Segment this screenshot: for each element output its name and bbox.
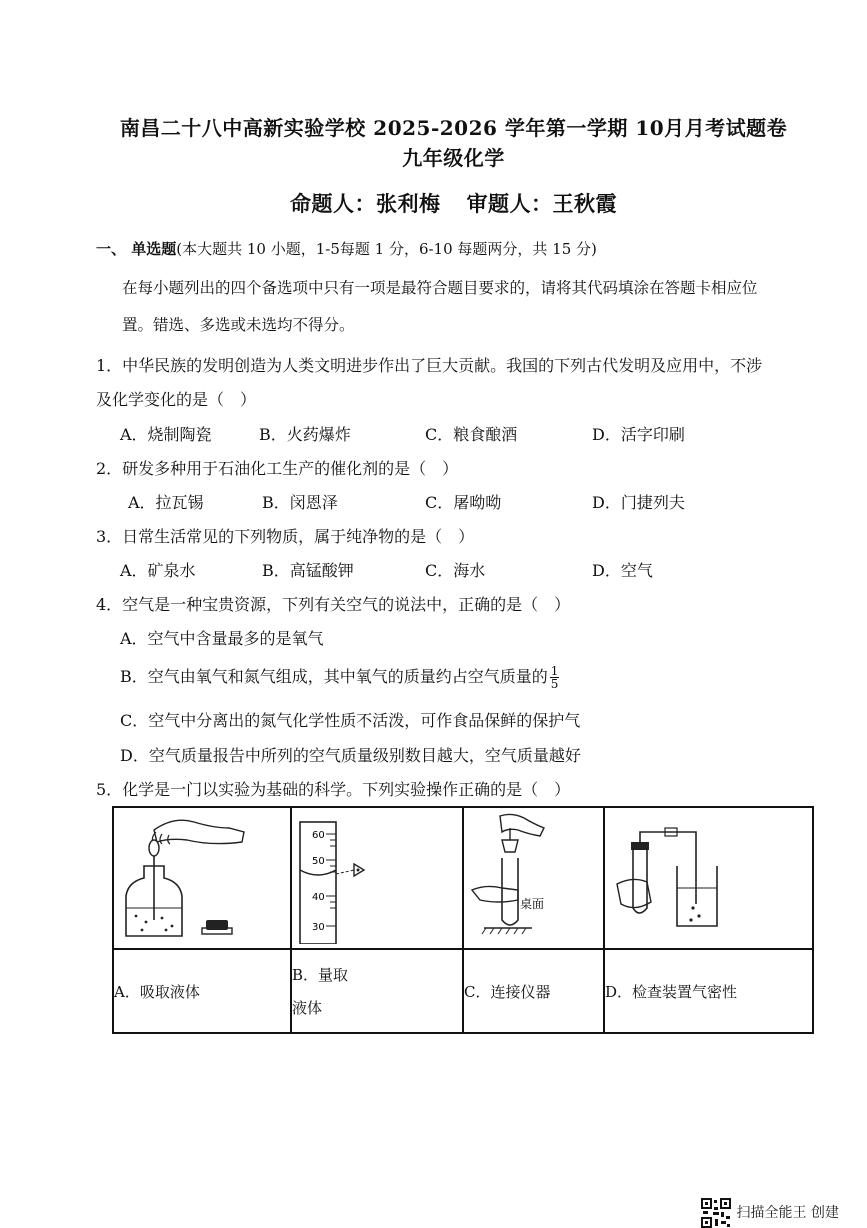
tick-label-50: 50	[312, 856, 325, 867]
q4-option-b-text: B．空气由氧气和氮气组成，其中氧气的质量约占空气质量的	[120, 667, 548, 686]
exam-authors	[0, 188, 867, 218]
tick-label-60: 60	[312, 830, 325, 841]
q1-option-a[interactable]: A．烧制陶瓷	[120, 425, 212, 444]
q4-option-c[interactable]: C．空气中分离出的氮气化学性质不活泼，可作食品保鲜的保护气	[120, 711, 581, 730]
option-b-caption[interactable]	[291, 949, 463, 1033]
option-b-caption-line2: 液体	[292, 999, 323, 1017]
q4-option-a[interactable]: A．空气中含量最多的是氧气	[120, 629, 324, 648]
question-3-stem: 3．日常生活常见的下列物质，属于纯净物的是（ ）	[96, 527, 475, 546]
option-d-caption[interactable]: D．检查装置气密性	[604, 949, 813, 1033]
option-c-caption[interactable]: C．连接仪器	[463, 949, 604, 1033]
q1-option-c[interactable]: C．粮食酿酒	[425, 425, 518, 444]
question-1-stem-cont: 及化学变化的是（ ）	[96, 390, 257, 409]
question-2-stem: 2．研发多种用于石油化工生产的催化剂的是（ ）	[96, 459, 459, 478]
q4-option-d[interactable]: D．空气质量报告中所列的空气质量级别数目越大，空气质量越好	[120, 746, 581, 765]
q3-option-b[interactable]: B．高锰酸钾	[262, 561, 354, 580]
q3-option-a[interactable]: A．矿泉水	[120, 561, 196, 580]
q2-option-b[interactable]: B．闵恩泽	[262, 493, 338, 512]
reviewer-name: 审题人：王秋霞	[466, 191, 617, 216]
tick-label-30: 30	[312, 922, 325, 933]
instruction-line2: 置。错选、多选或未选均不得分。	[122, 316, 355, 334]
illustration-d-cell	[604, 807, 813, 949]
setter-name: 命题人：张利梅	[290, 191, 441, 216]
q2-option-d[interactable]: D．门捷列夫	[592, 493, 685, 512]
q3-option-d[interactable]: D．空气	[592, 561, 653, 580]
question-4-stem: 4．空气是一种宝贵资源，下列有关空气的说法中，正确的是（ ）	[96, 595, 571, 614]
illustration-a-cell	[113, 807, 291, 949]
q1-option-b[interactable]: B．火药爆炸	[259, 425, 351, 444]
instruction-line1: 在每小题列出的四个备选项中只有一项是最符合题目要求的，请将其代码填涂在答题卡相应位	[122, 279, 758, 297]
connecting-apparatus-illustration	[464, 808, 603, 944]
experiment-table	[112, 806, 814, 1034]
q3-option-c[interactable]: C．海水	[425, 561, 486, 580]
q2-option-c[interactable]: C．屠呦呦	[425, 493, 502, 512]
qr-code-icon	[701, 1198, 731, 1228]
scanner-text: 扫描全能王 创建	[736, 1205, 839, 1221]
illustration-c-cell	[463, 807, 604, 949]
exam-title-line2: 九年级化学	[402, 146, 505, 170]
fraction-one-fifth: $\frac{1}{5}$	[550, 664, 559, 691]
question-1-stem: 1．中华民族的发明创造为人类文明进步作出了巨大贡献。我国的下列古代发明及应用中，不涉	[96, 356, 763, 375]
tick-label-40: 40	[312, 892, 325, 903]
q2-option-a[interactable]: A．拉瓦锡	[128, 493, 204, 512]
section-title: 一、 单选题	[96, 240, 177, 258]
illustration-b-cell	[291, 807, 463, 949]
scanner-watermark	[701, 1198, 839, 1228]
desk-label: 桌面	[520, 897, 545, 911]
option-b-caption-line1: B．量取	[292, 966, 349, 984]
dropper-in-bottle-illustration	[114, 808, 290, 944]
airtightness-check-illustration	[605, 808, 812, 944]
q1-option-d[interactable]: D．活字印刷	[592, 425, 685, 444]
option-a-caption[interactable]: A．吸取液体	[113, 949, 291, 1033]
section-heading	[96, 238, 597, 259]
q4-option-b[interactable]	[120, 664, 559, 690]
exam-title-line1: 南昌二十八中高新实验学校 2025-2026 学年第一学期 10月月考试题卷	[119, 116, 788, 140]
section-note: (本大题共 10 小题，1-5每题 1 分，6-10 每题两分，共 15 分)	[176, 240, 597, 258]
graduated-cylinder-illustration	[292, 808, 462, 944]
question-5-stem: 5．化学是一门以实验为基础的科学。下列实验操作正确的是（ ）	[96, 780, 571, 799]
